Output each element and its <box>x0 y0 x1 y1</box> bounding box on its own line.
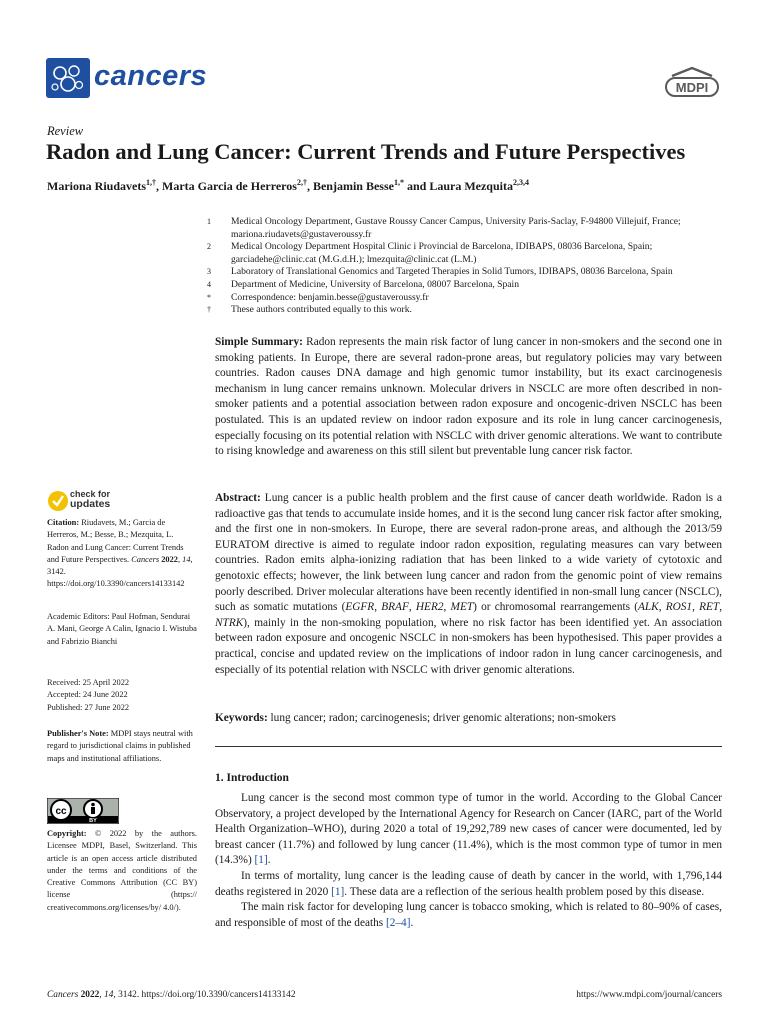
copyright-block: Copyright: © 2022 by the authors. Licensee MDPI, Basel, Switzerland. This article is an open access article distributed under the terms and conditions of the Creative Commons Attribution (CC BY) license (https:// creativecommons.org/licenses/by/ 4.0/). <box>47 829 197 912</box>
affiliations <box>207 216 727 317</box>
academic-editors: Academic Editors: Paul Hofman, Sendurai A. Mani, George A Calin, Ignacio I. Wistuba and Fabrizio Bianchi <box>47 612 197 646</box>
simple-summary-label: Simple Summary: <box>215 336 303 348</box>
accepted-date: Accepted: 24 June 2022 <box>47 690 128 700</box>
abstract: Abstract: Lung cancer is a public health problem and the first cause of cancer death worldwide. Radon is a radioactive gas that tends to accumulate inside homes, and it is the second lung cancer risk factor after smoking, and the first one in non-smokers. In Europe, there are several radon-prone areas, and although the 2013/59 EURATOM directive is aimed to regulate indoor radon exposition, regulating measures can vary between countries. Radon emits alpha-ionizing radiation that has been linked to a wide variety of cytotoxic and genotoxic effects; however, the link between lung cancer and radon from the genomic point of view remains poorly described. Driver molecular alterations have been recently identified in non-small lung cancer (NSCLC), such as somatic mutations (EGFR, BRAF, HER2, MET) or chromosomal rearrangements (ALK, ROS1, RET, NTRK), mainly in the non-smoking population, where no risk factor has been identified yet. An association between radon exposure and oncogenic NSCLC in non-smokers has been hypothesised. This paper provides a practical, concise and updated review on the implications of indoor radon in lung cancer carcinogenesis, and especially of its potential relation with NSCLC with driver genomic alterations. <box>215 492 723 676</box>
section-divider <box>215 746 722 747</box>
article-title: Radon and Lung Cancer: Current Trends and Future Perspectives <box>46 139 686 164</box>
paragraph: The main risk factor for developing lung cancer is tobacco smoking, which is related to 80–90% of cases, and responsible of most of the deaths [2–4]. <box>215 901 722 929</box>
citation-link[interactable]: [1] <box>331 885 345 898</box>
affiliation-item: 1 Medical Oncology Department, Gustave Roussy Cancer Campus, University Paris-Saclay, F-94800 Villejuif, France; mariona.riudavets@gustaveroussy.fr <box>207 216 681 240</box>
author-name: Benjamin Besse <box>312 179 394 193</box>
check-for-updates-label[interactable]: check for updates <box>70 489 111 510</box>
cc-by-license-icon[interactable] <box>47 798 119 824</box>
author-name: Laura Mezquita <box>429 179 513 193</box>
journal-name: cancers <box>94 60 208 92</box>
mdpi-logo-text: MDPI <box>675 80 709 95</box>
publication-dates <box>47 677 197 714</box>
author-list: Mariona Riudavets$^{1,\dagger}$, Marta Garcia de Herreros$^{2,\dagger}$, Benjamin Besse$^{1,*}$ and Laura Mezquita$^{2,3,4}$ <box>47 178 529 193</box>
journal-logo-icon <box>46 58 90 98</box>
affiliation-item: * Correspondence: benjamin.besse@gustaveroussy.fr <box>207 291 429 303</box>
section-heading: 1. Introduction <box>215 772 289 784</box>
introduction-body <box>215 791 722 931</box>
svg-text:cc: cc <box>55 806 67 817</box>
paragraph: Lung cancer is the second most common type of tumor in the world. According to the Global Cancer Observatory, a project developed by the International Agency for Research on Cancer (IARC, part of the World Health Organization–WHO), during 2020 a total of 19,292,789 new cases of cancer were documented, led by breast cancer (11.7%) and followed by lung cancer (11.4%), which is the most common type of tumor in men (14.3%) [1]. <box>215 792 722 867</box>
keywords-label: Keywords: <box>215 712 268 724</box>
paragraph: In terms of mortality, lung cancer is the leading cause of death by cancer in the world, with 1,796,144 deaths registered in 2020 [1]. These data are a reflection of the serious health problem posed by this disease. <box>215 869 722 898</box>
received-date: Received: 25 April 2022 <box>47 678 130 687</box>
publisher-note: Publisher's Note: MDPI stays neutral with regard to jurisdictional claims in published maps and institutional affiliations. <box>47 729 193 763</box>
mdpi-logo-icon <box>664 66 720 100</box>
author-name: Mariona Riudavets <box>47 179 146 193</box>
footer-citation: Cancers 2022, 14, 3142. https://doi.org/10.3390/cancers14133142 <box>47 990 296 1000</box>
author-name: Marta Garcia de Herreros <box>162 179 297 193</box>
affiliation-item: 4 Department of Medicine, University of Barcelona, 08007 Barcelona, Spain <box>207 278 519 290</box>
affiliation-item: † These authors contributed equally to this work. <box>207 304 412 316</box>
footer-journal-url[interactable]: https://www.mdpi.com/journal/cancers <box>576 990 722 1000</box>
abstract-label: Abstract: <box>215 492 261 504</box>
keywords: Keywords: lung cancer; radon; carcinogenesis; driver genomic alterations; non-smokers <box>215 712 616 724</box>
affiliation-item: 3 Laboratory of Translational Genomics and Targeted Therapies in Solid Tumors, IDIBAPS, 08036 Barcelona, Spain <box>207 266 673 278</box>
published-date: Published: 27 June 2022 <box>47 702 130 712</box>
affiliation-item: 2 Medical Oncology Department Hospital Clinic i Provincial de Barcelona, IDIBAPS, 08036 Barcelona, Spain; garciadehe@clinic.cat (M.G.d.H.); lmezquita@clinic.cat (L.M.) <box>207 241 653 265</box>
citation-block: Citation: Riudavets, M.; Garcia de Herreros, M.; Besse, B.; Mezquita, L. Radon and Lung Cancer: Current Trends and Future Perspectives. Cancers 2022, 14, 3142. https://doi.org/10.3390/cancers14133142 <box>47 518 193 589</box>
cc-by-label: BY <box>89 818 97 824</box>
article-type: Review <box>47 124 84 138</box>
citation-link[interactable]: [2–4] <box>386 916 411 929</box>
simple-summary: Simple Summary: Radon represents the main risk factor of lung cancer in non-smokers and the second one in smoking patients. In Europe, there are several radon-prone areas, but regulatory policies may vary between countries. Radon causes DNA damage and high genomic tumor instability, but its exact carcinogenesis mechanism in lung cancer remains unknown. Molecular drivers in NSCLC are more often described in non-smoker patients and a potential association between radon exposure and oncogenic-driven NSCLC has been postulated. This is an updated review on indoor radon exposure and its role in lung cancer carcinogenesis, especially focusing on its potential relation with NSCLC with driver genomic alterations. We want to contribute to rising knowledge and awareness on this still silent but preventable lung cancer risk factor. <box>215 336 722 458</box>
citation-link[interactable]: [1] <box>254 854 268 867</box>
